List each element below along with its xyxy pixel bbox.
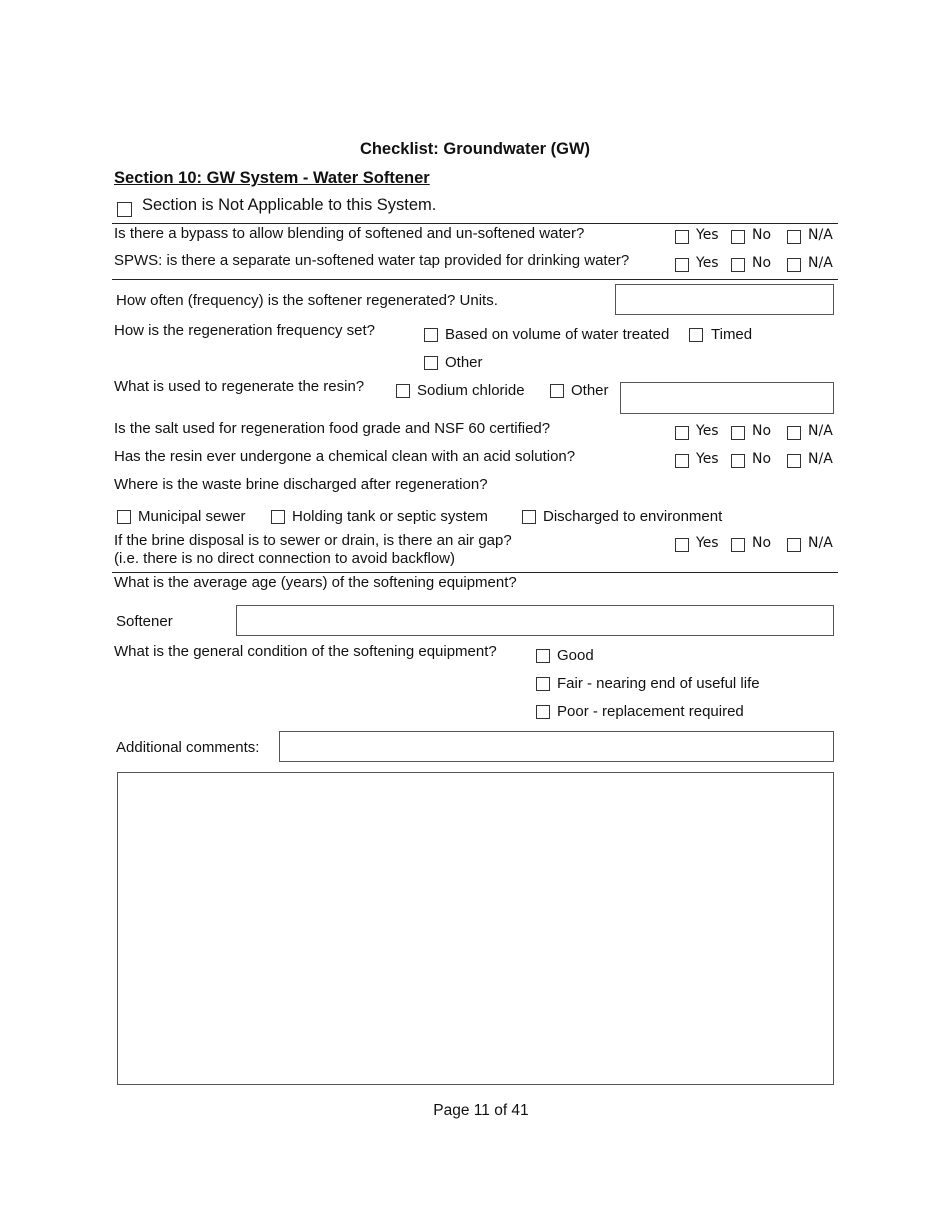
question-air-gap-note: (i.e. there is no direct connection to avoid backflow)	[114, 550, 456, 567]
brine-tank-checkbox[interactable]	[271, 510, 285, 524]
airgap-na-label: N/A	[808, 535, 833, 551]
question-bypass: Is there a bypass to allow blending of softened and un-softened water?	[114, 225, 585, 242]
freq-other-checkbox[interactable]	[424, 356, 438, 370]
freq-timed-label: Timed	[711, 326, 753, 343]
question-air-gap: If the brine disposal is to sewer or drain, is there an air gap?	[114, 532, 512, 549]
bypass-yes-checkbox[interactable]	[675, 230, 689, 244]
airgap-no-label: No	[752, 535, 772, 551]
comments-label: Additional comments:	[116, 739, 260, 756]
cond-fair-label: Fair - nearing end of useful life	[557, 675, 760, 692]
bypass-na-checkbox[interactable]	[787, 230, 801, 244]
divider	[112, 279, 838, 280]
freq-timed-checkbox[interactable]	[689, 328, 703, 342]
question-frequency-set: How is the regeneration frequency set?	[114, 322, 375, 339]
spws-no-checkbox[interactable]	[731, 258, 745, 272]
question-brine: Where is the waste brine discharged after regeneration?	[114, 476, 488, 493]
acid-yes-label: Yes	[696, 451, 719, 467]
salt-no-checkbox[interactable]	[731, 426, 745, 440]
cond-poor-checkbox[interactable]	[536, 705, 550, 719]
question-condition: What is the general condition of the softening equipment?	[114, 643, 497, 660]
bypass-no-checkbox[interactable]	[731, 230, 745, 244]
spws-na-label: N/A	[808, 255, 833, 271]
cond-poor-label: Poor - replacement required	[557, 703, 744, 720]
cond-good-label: Good	[557, 647, 594, 664]
question-acid-clean: Has the resin ever undergone a chemical clean with an acid solution?	[114, 448, 576, 465]
salt-yes-label: Yes	[696, 423, 719, 439]
freq-other-label: Other	[445, 354, 483, 371]
divider	[112, 223, 838, 224]
cond-fair-checkbox[interactable]	[536, 677, 550, 691]
page-number: Page 11 of 41	[433, 1102, 529, 1119]
question-age: What is the average age (years) of the softening equipment?	[114, 574, 517, 591]
airgap-na-checkbox[interactable]	[787, 538, 801, 552]
acid-na-checkbox[interactable]	[787, 454, 801, 468]
comments-input[interactable]	[279, 731, 834, 762]
resin-other-input[interactable]	[620, 382, 834, 414]
bypass-na-label: N/A	[808, 227, 833, 243]
question-spws: SPWS: is there a separate un-softened water tap provided for drinking water?	[114, 252, 630, 269]
salt-na-checkbox[interactable]	[787, 426, 801, 440]
brine-tank-label: Holding tank or septic system	[292, 508, 488, 525]
spws-na-checkbox[interactable]	[787, 258, 801, 272]
page-title: Checklist: Groundwater (GW)	[359, 140, 591, 158]
acid-no-label: No	[752, 451, 772, 467]
softener-age-input[interactable]	[236, 605, 834, 636]
spws-yes-label: Yes	[696, 255, 719, 271]
resin-other-checkbox[interactable]	[550, 384, 564, 398]
divider	[112, 572, 838, 573]
resin-other-label: Other	[571, 382, 609, 399]
salt-na-label: N/A	[808, 423, 833, 439]
acid-yes-checkbox[interactable]	[675, 454, 689, 468]
bypass-yes-label: Yes	[696, 227, 719, 243]
airgap-no-checkbox[interactable]	[731, 538, 745, 552]
cond-good-checkbox[interactable]	[536, 649, 550, 663]
brine-sewer-checkbox[interactable]	[117, 510, 131, 524]
salt-yes-checkbox[interactable]	[675, 426, 689, 440]
acid-na-label: N/A	[808, 451, 833, 467]
airgap-yes-checkbox[interactable]	[675, 538, 689, 552]
airgap-yes-label: Yes	[696, 535, 719, 551]
spws-no-label: No	[752, 255, 772, 271]
question-frequency: How often (frequency) is the softener regenerated? Units.	[116, 292, 498, 309]
softener-label: Softener	[116, 613, 173, 630]
brine-sewer-label: Municipal sewer	[138, 508, 246, 525]
acid-no-checkbox[interactable]	[731, 454, 745, 468]
question-resin: What is used to regenerate the resin?	[114, 378, 365, 395]
brine-env-label: Discharged to environment	[543, 508, 723, 525]
salt-no-label: No	[752, 423, 772, 439]
spws-yes-checkbox[interactable]	[675, 258, 689, 272]
not-applicable-checkbox[interactable]	[117, 202, 132, 217]
question-salt: Is the salt used for regeneration food grade and NSF 60 certified?	[114, 420, 551, 437]
freq-volume-checkbox[interactable]	[424, 328, 438, 342]
not-applicable-label: Section is Not Applicable to this System.	[142, 196, 437, 214]
resin-sodium-label: Sodium chloride	[417, 382, 525, 399]
brine-env-checkbox[interactable]	[522, 510, 536, 524]
freq-volume-label: Based on volume of water treated	[445, 326, 670, 343]
bypass-no-label: No	[752, 227, 772, 243]
section-title: Section 10: GW System - Water Softener	[114, 169, 430, 187]
comments-textarea[interactable]	[117, 772, 834, 1085]
resin-sodium-checkbox[interactable]	[396, 384, 410, 398]
frequency-input[interactable]	[615, 284, 834, 315]
